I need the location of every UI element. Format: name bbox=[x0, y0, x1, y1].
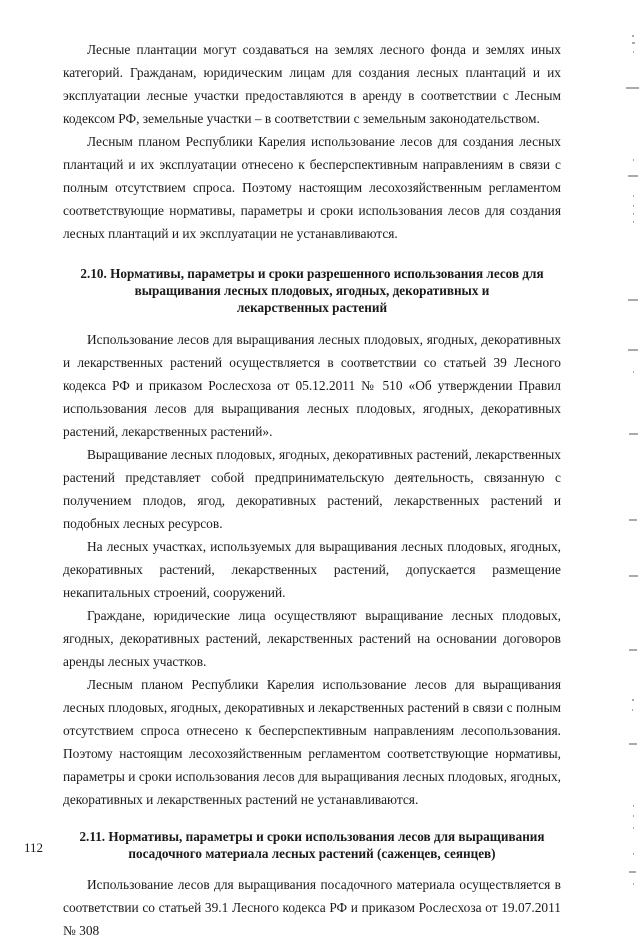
heading-line: лекарственных растений bbox=[236, 300, 388, 315]
paragraph-2-10-structures: На лесных участках, используемых для выращивания лесных плодовых, ягодных, декоративных растений, лекарственных растений, допускается размещение некапитальных строений, сооружений. bbox=[63, 539, 561, 600]
heading-line: 2.11. Нормативы, параметры и сроки использования лесов для выращивания bbox=[79, 829, 545, 844]
heading-line: выращивания лесных плодовых, ягодных, декоративных и bbox=[134, 283, 490, 298]
paragraph-2-10-forest-plan: Лесным планом Республики Карелия использование лесов для выращивания лесных плодовых, ягодных, декоративных и лекарственных растений в связи с полным отсутствием спроса отнесено к бесперспективным направлениям лесопользования. Поэтому настоящим лесохозяйственным регламентом соответствующие нормативы, параметры и сроки использования лесов для выращивания лесных плодовых, ягодных, декоративных и лекарственных растений не устанавливаются. bbox=[63, 677, 561, 807]
page-number: 112 bbox=[24, 840, 44, 855]
heading-line: 2.10. Нормативы, параметры и сроки разрешенного использования лесов для bbox=[80, 266, 544, 281]
paragraph-2-11-legal-basis: Использование лесов для выращивания посадочного материала осуществляется в соответствии со статьей 39.1 Лесного кодекса РФ и приказом Рослесхоза от 19.07.2011 № 308 bbox=[63, 877, 561, 938]
heading-line: посадочного материала лесных растений (саженцев, сеянцев) bbox=[128, 846, 496, 861]
paragraph-forest-plantations-land: Лесные плантации могут создаваться на землях лесного фонда и землях иных категорий. Гражданам, юридическим лицам для создания лесных плантаций и их эксплуатации лесные участки предоставляются в аренду в соответствии с Лесным кодексом РФ, земельные участки – в соответствии с земельным законодательством. bbox=[63, 42, 561, 126]
paragraph-2-10-definition: Выращивание лесных плодовых, ягодных, декоративных растений, лекарственных растений представляет собой предпринимательскую деятельность, связанную с получением плодов, ягод, декоративных растений, лекарственных растений и подобных лесных ресурсов. bbox=[63, 447, 561, 531]
section-heading-2-11 bbox=[63, 828, 561, 862]
paragraph-forest-plantations-plan: Лесным планом Республики Карелия использование лесов для создания лесных плантаций и их эксплуатации отнесено к бесперспективным направлениям в связи с полным отсутствием спроса. Поэтому настоящим лесохозяйственным регламентом соответствующие нормативы, параметры и сроки использования лесов для создания лесных плантаций и их эксплуатации не устанавливаются. bbox=[63, 134, 561, 241]
page-content bbox=[63, 38, 561, 942]
paragraph-2-10-legal-basis: Использование лесов для выращивания лесных плодовых, ягодных, декоративных и лекарственных растений осуществляется в соответствии со статьей 39 Лесного кодекса РФ и приказом Рослесхоза от 05.12.2011 № 510 «Об утверждении Правил использования лесов для выращивания лесных плодовых, ягодных, декоративных растений, лекарственных растений». bbox=[63, 332, 561, 439]
section-heading-2-10 bbox=[63, 265, 561, 316]
scan-edge-marks bbox=[612, 0, 640, 905]
paragraph-2-10-lease: Граждане, юридические лица осуществляют выращивание лесных плодовых, ягодных, декоративных растений, лекарственных растений на основании договоров аренды лесных участков. bbox=[63, 608, 561, 669]
